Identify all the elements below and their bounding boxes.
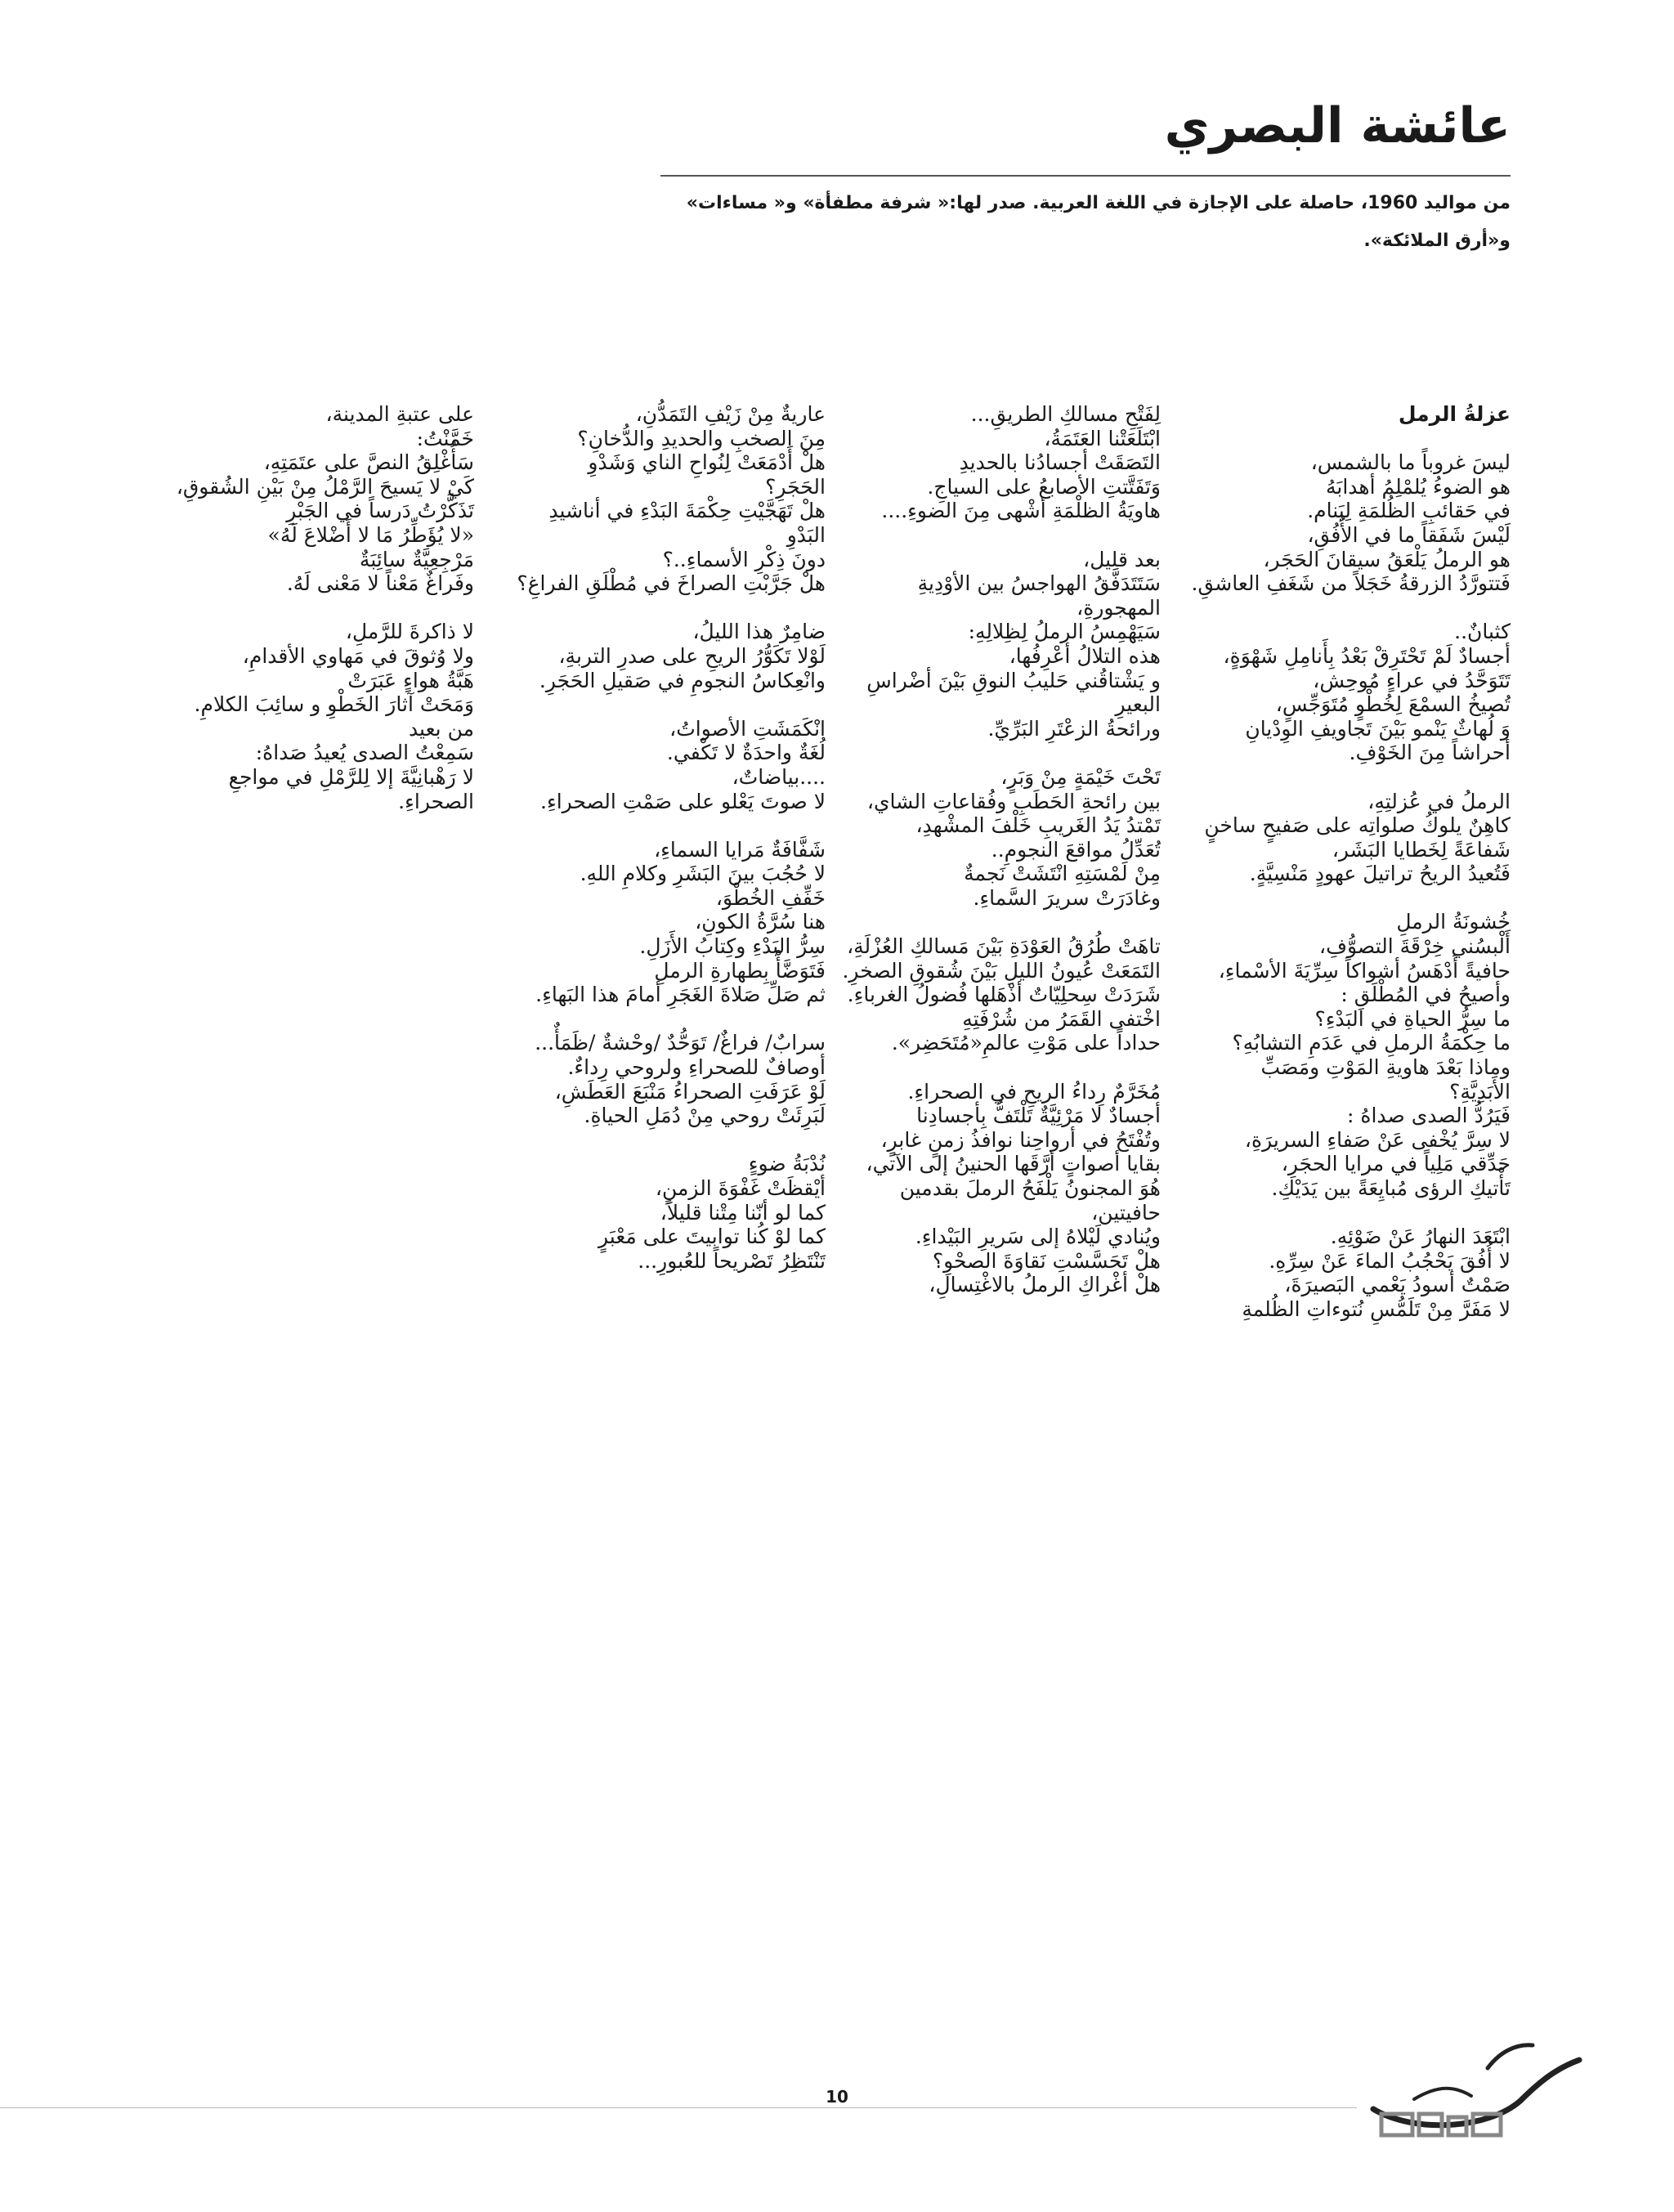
poem-line: كَيْ لا يَسيحَ الرَّمْلُ مِنْ بَيْنِ الشُقوقِ، [176, 474, 474, 499]
poem-line: مِنْ لَمْسَتِهِ انْتَشَتْ نَجمةٌ [964, 862, 1161, 886]
poem-line: البعيرِ [1115, 692, 1161, 717]
poem-line: وغادَرَتْ سريرَ السَّماءِ. [973, 885, 1161, 910]
poem-line: الرملُ في عُزلتِهِ، [1367, 789, 1511, 813]
poem-line: هلْ تَهَجَّيْتِ حِكْمَةَ البَدْءِ في أناشيدِ [548, 499, 826, 523]
poem-stanza [1216, 620, 1511, 765]
poem-stanza [531, 1031, 826, 1127]
poem-line: هاويَةُ الظلْمَةِ أشْهى مِنَ الضوءِ.... [881, 499, 1161, 523]
poem-line: على عتبةِ المدينة، [325, 402, 474, 426]
poem-stanza [1216, 910, 1511, 1200]
poem-line: وماذا بَعْدَ هاويةِ المَوْتِ ومَصَبِّ [1260, 1055, 1511, 1080]
poem-line: وَمَحَتْ آثارَ الخَطْوِ و سائِبَ الكلامِ. [194, 692, 474, 717]
page-title: عائشة البصري [1164, 97, 1511, 154]
poem-line: كما لو أنّنا مِتْنا قليلاً، [660, 1200, 826, 1225]
poem-line: حافيةً أَدْهَسُ أشواكاً سِرِّيَةَ الأسْماءِ، [1218, 958, 1511, 983]
poem-line: التَمَعَتْ عُيونُ الليلِ بَيْنَ شُقوقِ الصخرِ. [842, 958, 1161, 983]
poem-line: خُشونَةُ الرملِ [1396, 910, 1511, 934]
poem-line: فَتتورَّدُ الزرقةُ خَجَلاً من شَغَفِ العاشقِ. [1191, 571, 1511, 596]
poem-line: تُعَدِّلُ مواقعَ النجومِ.. [991, 837, 1161, 862]
poem-line: كما لوْ كُنا توابيتَ على مَعْبَرٍ [598, 1225, 826, 1249]
poem-line: تَذَكَّرْتُ دَرساً في الجَبْرِ [286, 499, 474, 523]
poem-line: أيْقظَتْ غَفْوَةَ الزمنِ، [655, 1176, 826, 1200]
poem-line: ابْتَعَدَ النهارُ عَنْ ضَوْئِهِ. [1330, 1225, 1511, 1249]
poem-line: لا رَهْبانِيَّةَ إلا لِلرَّمْلِ في مواجعِ [228, 764, 474, 789]
footer-rule [0, 2107, 1357, 2108]
poem-line: لا صوتَ يَعْلو على صَمْتِ الصحراءِ. [540, 789, 826, 813]
poem-line: لا سِرَّ يُخْفى عَنْ صَفاءِ السريرَةِ، [1244, 1127, 1511, 1152]
poem-line: هُوَ المجنونُ يَلْفَحُ الرملَ بقدمين [899, 1176, 1161, 1200]
poem-line: الحَجَرِ؟ [765, 474, 826, 499]
bio-line: و«أرق الملائكة». [1363, 231, 1511, 251]
poem-line: المهجورةِ، [1076, 595, 1161, 620]
poem-line: في حَقائبِ الظُلمَةِ لِيَنام. [1307, 499, 1511, 523]
poem-stanza [176, 402, 474, 596]
poem-stanza [842, 934, 1161, 1055]
poem-line: تُصيخُ السمْعَ لِخُطْوٍ مُتَوَجِّسٍ، [1275, 692, 1511, 717]
logo-calligraphy-stroke [1414, 2089, 1471, 2099]
poem-line: ويُنادي لَيْلاهُ إلى سَريرِ البَيْداءِ. [915, 1225, 1161, 1249]
poem-stanza [180, 620, 474, 813]
poem-line: لا ذاكرةَ للرَّملِ، [345, 620, 474, 644]
poem-column [842, 402, 1161, 1297]
poem-line: من بعيد [408, 716, 474, 741]
poem-line: تَأْتيكِ الرؤى مُبايِعَةً بين يَدَيْكِ. [1271, 1176, 1511, 1200]
poem-line: انْكَمَشَتِ الأصواتُ، [669, 716, 826, 741]
poem-line: لا أُفُقَ يَحْجُبُ الماءَ عَنْ سِرِّهِ. [1269, 1248, 1511, 1273]
poem-column [176, 402, 474, 813]
poem-line: بعد قليل، [1083, 547, 1161, 571]
poem-stanza [1191, 450, 1511, 596]
poem-line: بين رائحةِ الحَطَبِ وفُقاعاتِ الشاي، [866, 789, 1161, 813]
poem-stanza [1216, 1225, 1511, 1321]
poem-line: حافيتين، [1091, 1200, 1161, 1225]
poem-line: ولا وُثوقَ في مَهاوي الأقدامِ، [242, 643, 474, 668]
logo-text: كتاب في جريدة [1469, 2092, 1479, 2093]
poem-line: بقايا أصواتٍ أرَّقَها الحنينُ إلى الآتي، [866, 1152, 1161, 1176]
poem-line: وَتَفَتَّتتِ الأصابعُ على السياجِ. [927, 474, 1161, 499]
poem-line: شَفَّافَةٌ مَرايا السماءِ، [654, 837, 826, 862]
poem-title: عزلةُ الرمل [1398, 402, 1511, 426]
poem-line: هو الضوءُ يُلمْلِمُ أهدابَهُ [1325, 474, 1511, 499]
poem-line: كاهِنٌ يلوكُ صلواتِه على صَفيحٍ ساخنٍ [1204, 813, 1511, 838]
poem-line: ليسَ غروباً ما بالشمس، [1310, 450, 1511, 475]
poem-line: وفَراغٌ مَعْناً لا مَعْنى لَهُ. [286, 571, 474, 596]
poem-line: هَبَّةُ هواءٍ عَبَرَتْ [347, 668, 474, 692]
poem-line: أجسادٌ لا مَرْئِيَّةٌ تَلْتَفُّ بِأجسادِنا [916, 1104, 1161, 1128]
poem-line: هلْ أغْراكِ الرملُ بالاغْتِسالِ، [929, 1273, 1161, 1297]
poem-line: صَمْتٌ أسودُ يَعْمي البَصيرَةَ، [1284, 1273, 1511, 1297]
poem-line: فَتَوَضَّأْ بِطهارةِ الرملِ [654, 958, 826, 983]
poem-line: لا مَفَرَّ مِنْ تَلَمُّسِ نُتوءاتِ الظُلمةِ [1242, 1296, 1511, 1321]
poem-line: مِنَ الصخبِ والحديدِ والدُّخانِ؟ [577, 426, 826, 450]
poem-line: ما سِرُّ الحياةِ في البَدْءِ؟ [1314, 1006, 1511, 1031]
poem-line: ثم صَلِّ صَلاةَ الغَجَرِ أمامَ هذا البَهاءِ. [535, 983, 826, 1007]
poem-line: مُخَرَّمٌ رِداءُ الريحِ في الصحراءِ. [907, 1079, 1161, 1104]
poem-line: لُغَةٌ واحدَةٌ لا تَكْفي. [666, 741, 826, 765]
poem-line: لِفَتْحِ مسالكِ الطريقِ... [970, 402, 1161, 426]
poem-line: الصحراءِ. [398, 789, 474, 813]
poem-line: ابْتَلَعَتْنا العَتَمَةُ، [1044, 426, 1161, 450]
poem-line: كثبانٌ.. [1454, 620, 1511, 644]
poem-line: ما حِكْمَةُ الرملِ في عَدَمِ التشابُهِ؟ [1232, 1031, 1511, 1055]
poem-line: وَ لُهاثٌ يَنْمو بَيْنَ تَجاويفِ الوِدْيانِ [1245, 716, 1511, 741]
poem-line: مَرْجِعِيَّةٌ سائِبَةٌ [359, 547, 474, 571]
poem-line: سَتَتَدَفَّقُ الهواجسُ بين الأوْدِيةِ [917, 571, 1161, 596]
poem-stanza [866, 548, 1161, 741]
poem-stanza [866, 402, 1161, 523]
poem-line: هلْ أَدْمَعَتْ لِنُواحِ الناي وَشَدْوِ [588, 450, 826, 475]
poem-line: لَوْ عَرَفَتِ الصحراءُ مَنْبَعَ العَطَشِ، [554, 1079, 826, 1104]
poem-line: هلْ تَحَسَّسْتِ نَقاوَةَ الصحْوِ؟ [932, 1248, 1161, 1273]
poem-column [1191, 402, 1511, 1322]
poem-line: هو الرملُ يَلْعَقُ سيقانَ الحَجَر، [1263, 547, 1511, 571]
poem-line: «لا يُؤَطِّرُ مَا لا أَضْلاعَ لَهُ» [267, 522, 474, 547]
poem-line: نُدْبَةُ ضوءٍ [748, 1152, 826, 1176]
poem-line: لَيْسَ شَفَقاً ما في الأُفُقِ، [1307, 522, 1511, 547]
poem-line: وأصيحُ في المُطْلَقِ : [1341, 983, 1511, 1007]
poem-line: عاريةٌ مِنْ زَيْفِ التَمَدُّنِ، [635, 402, 826, 426]
poem-line: تَتَوَحَّدُ في عراءٍ مُوحِش، [1313, 668, 1511, 692]
poem-line: هنا سُرَّةُ الكونِ، [695, 910, 826, 934]
poem-line: سرابٌ/ فراغٌ/ تَوَحُّدٌ /وحْشةٌ /ظَمَأٌ... [535, 1031, 826, 1055]
poem-line: لَبَرِئَتْ روحي مِنْ دُمَلِ الحياةِ. [584, 1104, 826, 1128]
poem-stanza [1204, 789, 1511, 886]
poem-line: تاهَتْ طُرُقُ العَوْدَةِ بَيْنَ مَسالكِ العُزْلَةِ، [847, 934, 1161, 959]
poem-column [517, 402, 826, 1273]
poem-line: أحراشاً مِنَ الخَوْفِ. [1349, 741, 1511, 765]
poem-line: دونَ ذِكْرِ الأسماءِ..؟ [662, 547, 826, 571]
poem-line: هلْ جَرَّبْتِ الصراخَ في مُطْلَقِ الفراغِ؟ [517, 571, 826, 596]
poem-line: وانْعِكاسُ النجومِ في صَقيلِ الحَجَرِ. [539, 668, 826, 692]
poem-line: ضامِرٌ هذا الليلُ، [692, 620, 826, 644]
poem-line: لا حُجُبَ بينَ البَشَرِ وكلامِ اللهِ. [580, 862, 826, 886]
poem-line: شَرَدَتْ سِحلِيّاتٌ أذْهَلها فُضولُ الغرباءِ. [847, 983, 1161, 1007]
poem-line: ....بياضاتٌ، [732, 764, 826, 789]
poem-line: تَمْتدُ يَدُ الغَريبِ خَلْفَ المشْهدِ، [915, 813, 1161, 838]
bio-line: من مواليد 1960، حاصلة على الإجازة في اللغة العربية. صدر لها:« شرفة مطفأة» و« مساءات» [686, 193, 1511, 213]
poem-line: ورائحةُ الزعْتَرِ البَرِّيِّ. [987, 716, 1161, 741]
title-underline [660, 175, 1511, 177]
poem-line: فَتُعيدُ الريحُ تراتيلَ عهودٍ مَنْسِيَّةٍ. [1249, 862, 1511, 886]
poem-line: الأَبَدِيَّةِ؟ [1449, 1079, 1511, 1104]
poem-stanza [517, 402, 826, 596]
poem-stanza [866, 1080, 1161, 1297]
poem-line: التَصَقَتْ أجسادُنا بالحديدِ [959, 450, 1161, 475]
poem-line: أوصافٌ للصحراءِ ولروحي رِداءٌ. [567, 1055, 826, 1080]
poem-line: سَمِعْتُ الصدى يُعيدُ صَداهُ: [255, 741, 474, 765]
poem-line: أجسادٌ لَمْ تَحْتَرِقْ بَعْدُ بِأَنامِلِ شَهْوَةٍ، [1223, 643, 1511, 668]
poem-stanza [531, 838, 826, 1007]
poem-line: سَيَهْمِسُ الرملُ لِظِلالِهِ: [968, 620, 1161, 644]
poem-line: خَمَّنْتُ: [416, 426, 474, 450]
poem-line: شَفاعَةً لِخَطايا البَشَر، [1332, 837, 1511, 862]
logo-calligraphy-stroke [1488, 2045, 1533, 2068]
poem-line: أَلْبسُني خِرْقَةَ التصوُّفِ، [1319, 934, 1511, 959]
poem-line: تَحْتَ خَيْمَةٍ مِنْ وَبَرٍ، [1000, 764, 1161, 789]
poem-line: البَدْوِ [786, 522, 826, 547]
poem-line: هذه التلالُ أعْرِفُها، [1009, 643, 1161, 668]
poem-line: حَدِّقي مَلِياً في مرايا الحجَرِ، [1281, 1152, 1511, 1176]
poem-stanza [531, 1152, 826, 1273]
poem-line: وتُفْتَحُ في أرواحِنا نوافذُ زمنٍ غابرٍ، [880, 1127, 1161, 1152]
author-bio [7, 185, 1511, 260]
poem-line: خَفِّفِ الخُطْوَ، [715, 885, 826, 910]
poem-line: سِرُّ البَدْءِ وكِتابُ الأَزَلِ. [639, 934, 826, 959]
poem-line: حداداً على مَوْتِ عالمِ«مُتَحَضِر». [891, 1031, 1161, 1055]
poem-stanza [531, 717, 826, 813]
poem-line: اخْتفى القَمَرُ من شُرْفَتِهِ [962, 1006, 1161, 1031]
publication-logo [1365, 2035, 1594, 2142]
page-number: 10 [826, 2087, 848, 2107]
poem-line: لَوْلا تَكَوُّرُ الريحِ على صدرِ التربةِ، [558, 643, 826, 668]
poem-stanza [531, 620, 826, 692]
poem-stanza [866, 765, 1161, 911]
poem-line: تَنْتَظِرُ تَصْريحاً للعُبورِ... [638, 1248, 826, 1273]
poem-line: سَأُغْلِقُ النصَّ على عتَمَتِهِ، [263, 450, 474, 475]
poem-line: و يَشْتاقُني حَليبُ النوقِ بَيْنَ أضْراسِ [866, 668, 1161, 692]
poem-line: فَيَرُدُّ الصدى صداهُ : [1346, 1104, 1511, 1128]
